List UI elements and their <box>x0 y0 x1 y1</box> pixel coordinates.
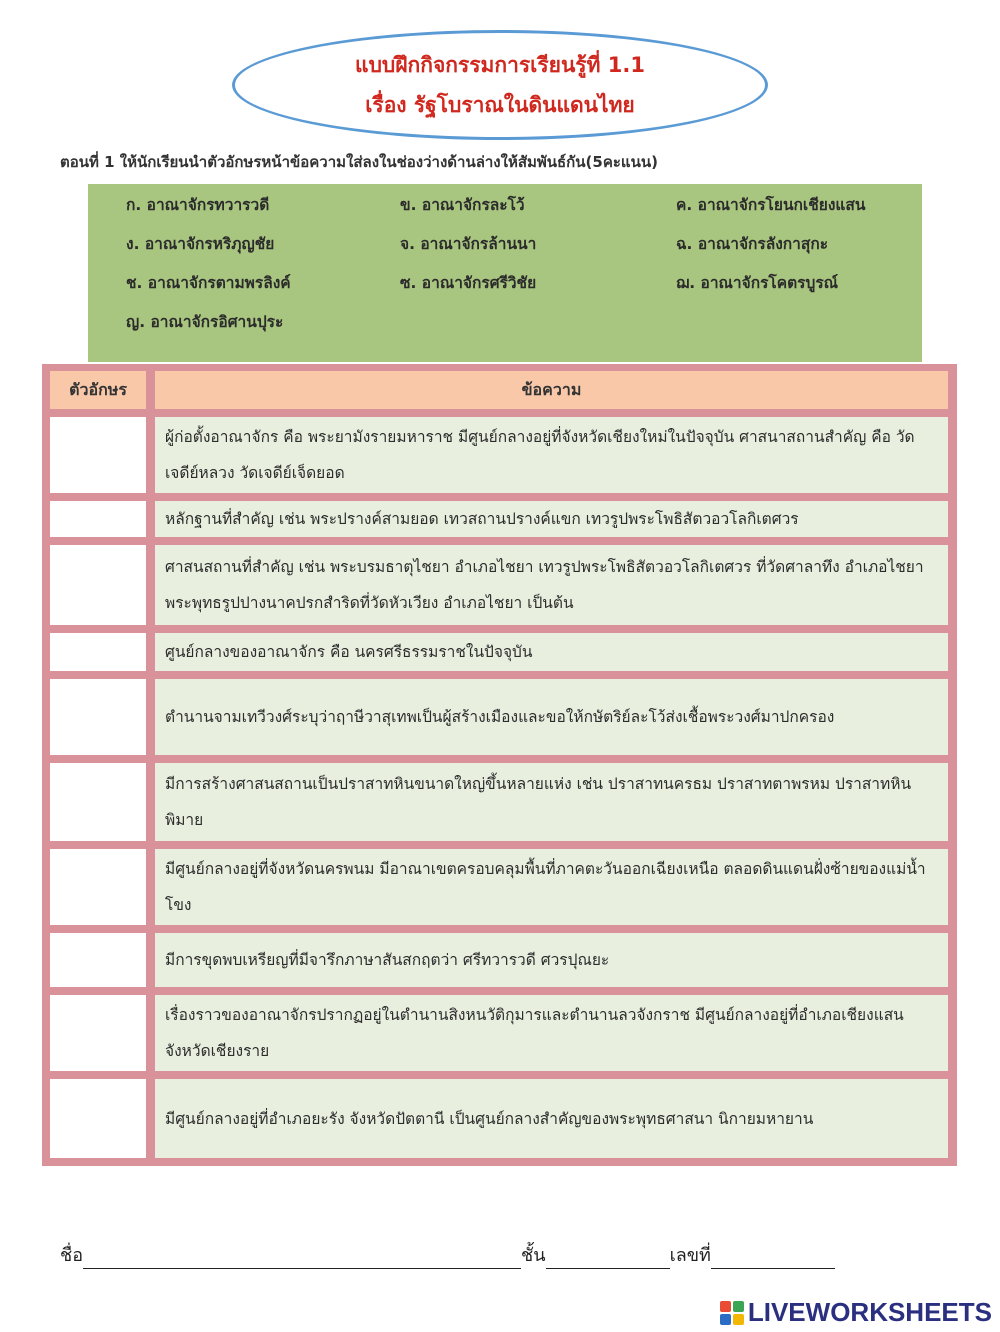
name-label: ชื่อ <box>60 1245 84 1266</box>
answer-box-10[interactable] <box>50 1079 146 1158</box>
table-row <box>155 501 948 537</box>
answer-box-8[interactable] <box>50 933 146 987</box>
class-field[interactable] <box>546 1246 670 1269</box>
title-line-2: เรื่อง รัฐโบราณในดินแดนไทย <box>365 93 635 117</box>
row-text: มีการสร้างศาสนสถานเป็นปราสาทหินขนาดใหญ่ขึ้นหลายแห่ง เช่น ปราสาทนครธม ปราสาทตาพรหม ปราสาทหินพิมาย <box>165 775 912 829</box>
choice-item: ซ. อาณาจักรศรีวิชัย <box>400 274 537 292</box>
answer-box-4[interactable] <box>50 633 146 671</box>
table-row <box>155 679 948 755</box>
row-text: เรื่องราวของอาณาจักรปรากฏอยู่ในตำนานสิงหนวัติกุมารและตำนานลวจังกราช มีศูนย์กลางอยู่ที่อำเภอเชียงแสน จังหวัดเชียงราย <box>165 1006 904 1060</box>
name-field[interactable] <box>83 1246 521 1269</box>
row-text: มีศูนย์กลางอยู่ที่อำเภอยะรัง จังหวัดปัตตานี เป็นศูนย์กลางสำคัญของพระพุทธศาสนา นิกายมหายาน <box>165 1109 814 1128</box>
table-row <box>155 849 948 925</box>
choice-item: จ. อาณาจักรล้านนา <box>400 235 537 253</box>
row-text: มีการขุดพบเหรียญที่มีจารึกภาษาสันสกฤตว่า ศรีทวารวดี ศวรปุณยะ <box>165 951 610 969</box>
choice-item: ญ. อาณาจักรอิศานปุระ <box>126 313 284 331</box>
student-info <box>60 1240 835 1269</box>
table-row <box>155 417 948 493</box>
answer-box-1[interactable] <box>50 417 146 493</box>
number-label: เลขที่ <box>669 1245 711 1266</box>
title-banner <box>232 30 768 140</box>
brand-text: LIVEWORKSHEETS <box>747 1297 992 1327</box>
liveworksheets-logo <box>720 1297 992 1328</box>
row-text: มีศูนย์กลางอยู่ที่จังหวัดนครพนม มีอาณาเขตครอบคลุมพื้นที่ภาคตะวันออกเฉียงเหนือ ตลอดดินแดนฝั่งซ้ายของแม่น้ำโขง <box>165 860 926 914</box>
brand-icon-square <box>720 1314 731 1325</box>
brand-icon-square <box>733 1314 744 1325</box>
choice-item: ช. อาณาจักรตามพรลิงค์ <box>126 274 291 292</box>
instruction-text: ตอนที่ 1 ให้นักเรียนนำตัวอักษรหน้าข้อความใส่ลงในช่องว่างด้านล่างให้สัมพันธ์กัน(5คะแนน) <box>60 153 658 171</box>
answer-box-7[interactable] <box>50 849 146 925</box>
choice-item: ก. อาณาจักรทวารวดี <box>126 196 270 214</box>
choice-item: ฌ. อาณาจักรโคตรบูรณ์ <box>676 274 839 292</box>
number-field[interactable] <box>711 1246 835 1269</box>
row-text: ศาสนสถานที่สำคัญ เช่น พระบรมธาตุไชยา อำเภอไชยา เทวรูปพระโพธิสัตวอวโลกิเตศวร ที่วัดศาลาทึง อำเภอไชยา พระพุทธรูปปางนาคปรกสำริดที่วัดหัวเวียง อำเภอไชยา เป็นต้น <box>165 558 924 612</box>
choice-item: ข. อาณาจักรละโว้ <box>400 196 525 214</box>
answer-box-6[interactable] <box>50 763 146 841</box>
answer-box-5[interactable] <box>50 679 146 755</box>
table-row <box>155 1079 948 1158</box>
table-row <box>155 545 948 625</box>
choice-item: ง. อาณาจักรหริภุญชัย <box>126 235 275 253</box>
header-text: ข้อความ <box>155 371 948 409</box>
table-row <box>155 933 948 987</box>
answer-box-9[interactable] <box>50 995 146 1071</box>
brand-icon <box>720 1301 744 1325</box>
choices-box <box>88 184 922 362</box>
class-label: ชั้น <box>521 1245 546 1266</box>
row-text: ตำนานจามเทวีวงศ์ระบุว่าฤาษีวาสุเทพเป็นผู้สร้างเมืองและขอให้กษัตริย์ละโว้ส่งเชื้อพระวงศ์มาปกครอง <box>165 708 835 726</box>
title-line-1: แบบฝึกกิจกรรมการเรียนรู้ที่ 1.1 <box>355 53 645 77</box>
choice-item: ฉ. อาณาจักรลังกาสุกะ <box>676 235 829 253</box>
matching-table <box>42 364 957 1166</box>
table-row <box>155 995 948 1071</box>
header-letter: ตัวอักษร <box>50 371 146 409</box>
row-text: ศูนย์กลางของอาณาจักร คือ นครศรีธรรมราชในปัจจุบัน <box>165 643 533 661</box>
brand-icon-square <box>720 1301 731 1312</box>
row-text: หลักฐานที่สำคัญ เช่น พระปรางค์สามยอด เทวสถานปรางค์แขก เทวรูปพระโพธิสัตวอวโลกิเตศวร <box>165 510 799 528</box>
table-row <box>155 763 948 841</box>
row-text: ผู้ก่อตั้งอาณาจักร คือ พระยามังรายมหาราช มีศูนย์กลางอยู่ที่จังหวัดเชียงใหม่ในปัจจุบัน ศาสนาสถานสำคัญ คือ วัดเจดีย์หลวง วัดเจดีย์เจ็ดยอด <box>165 428 915 482</box>
choice-item: ค. อาณาจักรโยนกเชียงแสน <box>676 196 866 214</box>
answer-box-2[interactable] <box>50 501 146 537</box>
answer-box-3[interactable] <box>50 545 146 625</box>
brand-icon-square <box>733 1301 744 1312</box>
table-row <box>155 633 948 671</box>
